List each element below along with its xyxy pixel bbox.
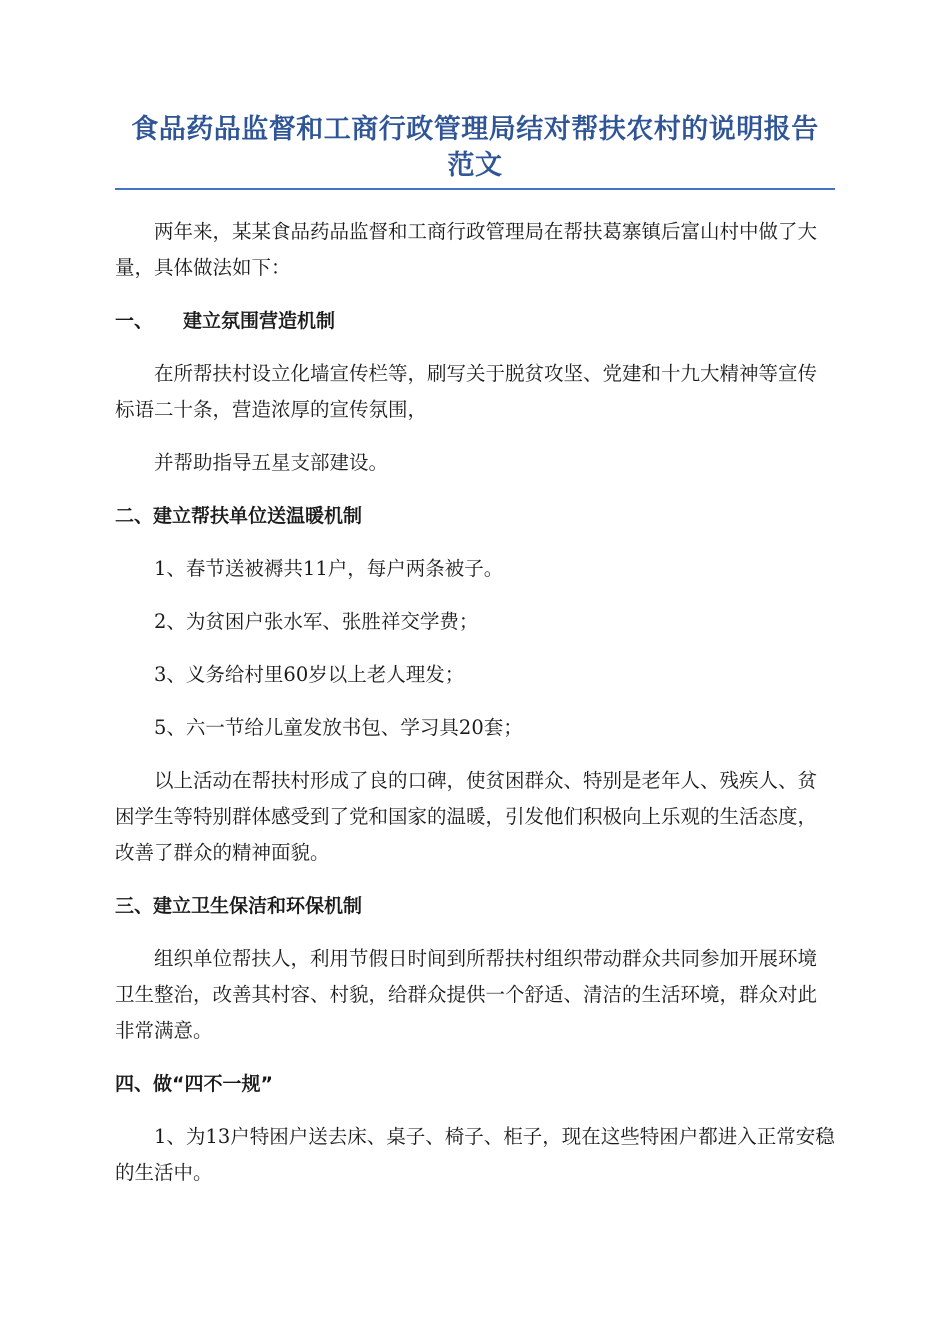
intro-paragraph: 两年来，某某食品药品监督和工商行政管理局在帮扶葛寨镇后富山村中做了大量，具体做法如下： [115, 220, 818, 279]
section-3-heading: 三、建立卫生保洁和环保机制 [115, 895, 363, 917]
section-2-item: 1、春节送被褥共11户，每户两条被子。 [154, 557, 504, 580]
section-1-number: 一、 [115, 310, 154, 332]
section-2-summary: 以上活动在帮扶村形成了良的口碑，使贫困群众、特别是老年人、残疾人、贫困学生等特别群体感受到了党和国家的温暖，引发他们积极向上乐观的生活态度，改善了群众的精神面貌。 [115, 769, 818, 864]
section-2-item: 5、六一节给儿童发放书包、学习具20套； [154, 716, 523, 739]
section-2-heading: 二、建立帮扶单位送温暖机制 [115, 505, 363, 527]
section-1-title: 建立氛围营造机制 [183, 310, 336, 332]
section-1-paragraph: 并帮助指导五星支部建设。 [154, 451, 389, 474]
title-underline [115, 188, 835, 190]
section-4-item: 1、为13户特困户送去床、桌子、椅子、柜子，现在这些特困户都进入正常安稳的生活中。 [115, 1125, 835, 1184]
document-page [115, 112, 835, 1208]
section-3-paragraph: 组织单位帮扶人，利用节假日时间到所帮扶村组织带动群众共同参加开展环境卫生整治，改善其村容、村貌，给群众提供一个舒适、清洁的生活环境，群众对此非常满意。 [115, 947, 818, 1042]
document-title: 食品药品监督和工商行政管理局结对帮扶农村的说明报告范文 [131, 114, 819, 181]
section-1-paragraph: 在所帮扶村设立化墙宣传栏等，刷写关于脱贫攻坚、党建和十九大精神等宣传标语二十条，营造浓厚的宣传氛围， [115, 362, 818, 421]
section-2-item: 2、为贫困户张水军、张胜祥交学费； [154, 610, 479, 633]
section-1-heading [115, 303, 835, 339]
section-4-heading: 四、做“四不一规” [115, 1073, 273, 1095]
section-2-item: 3、义务给村里60岁以上老人理发； [154, 663, 465, 686]
